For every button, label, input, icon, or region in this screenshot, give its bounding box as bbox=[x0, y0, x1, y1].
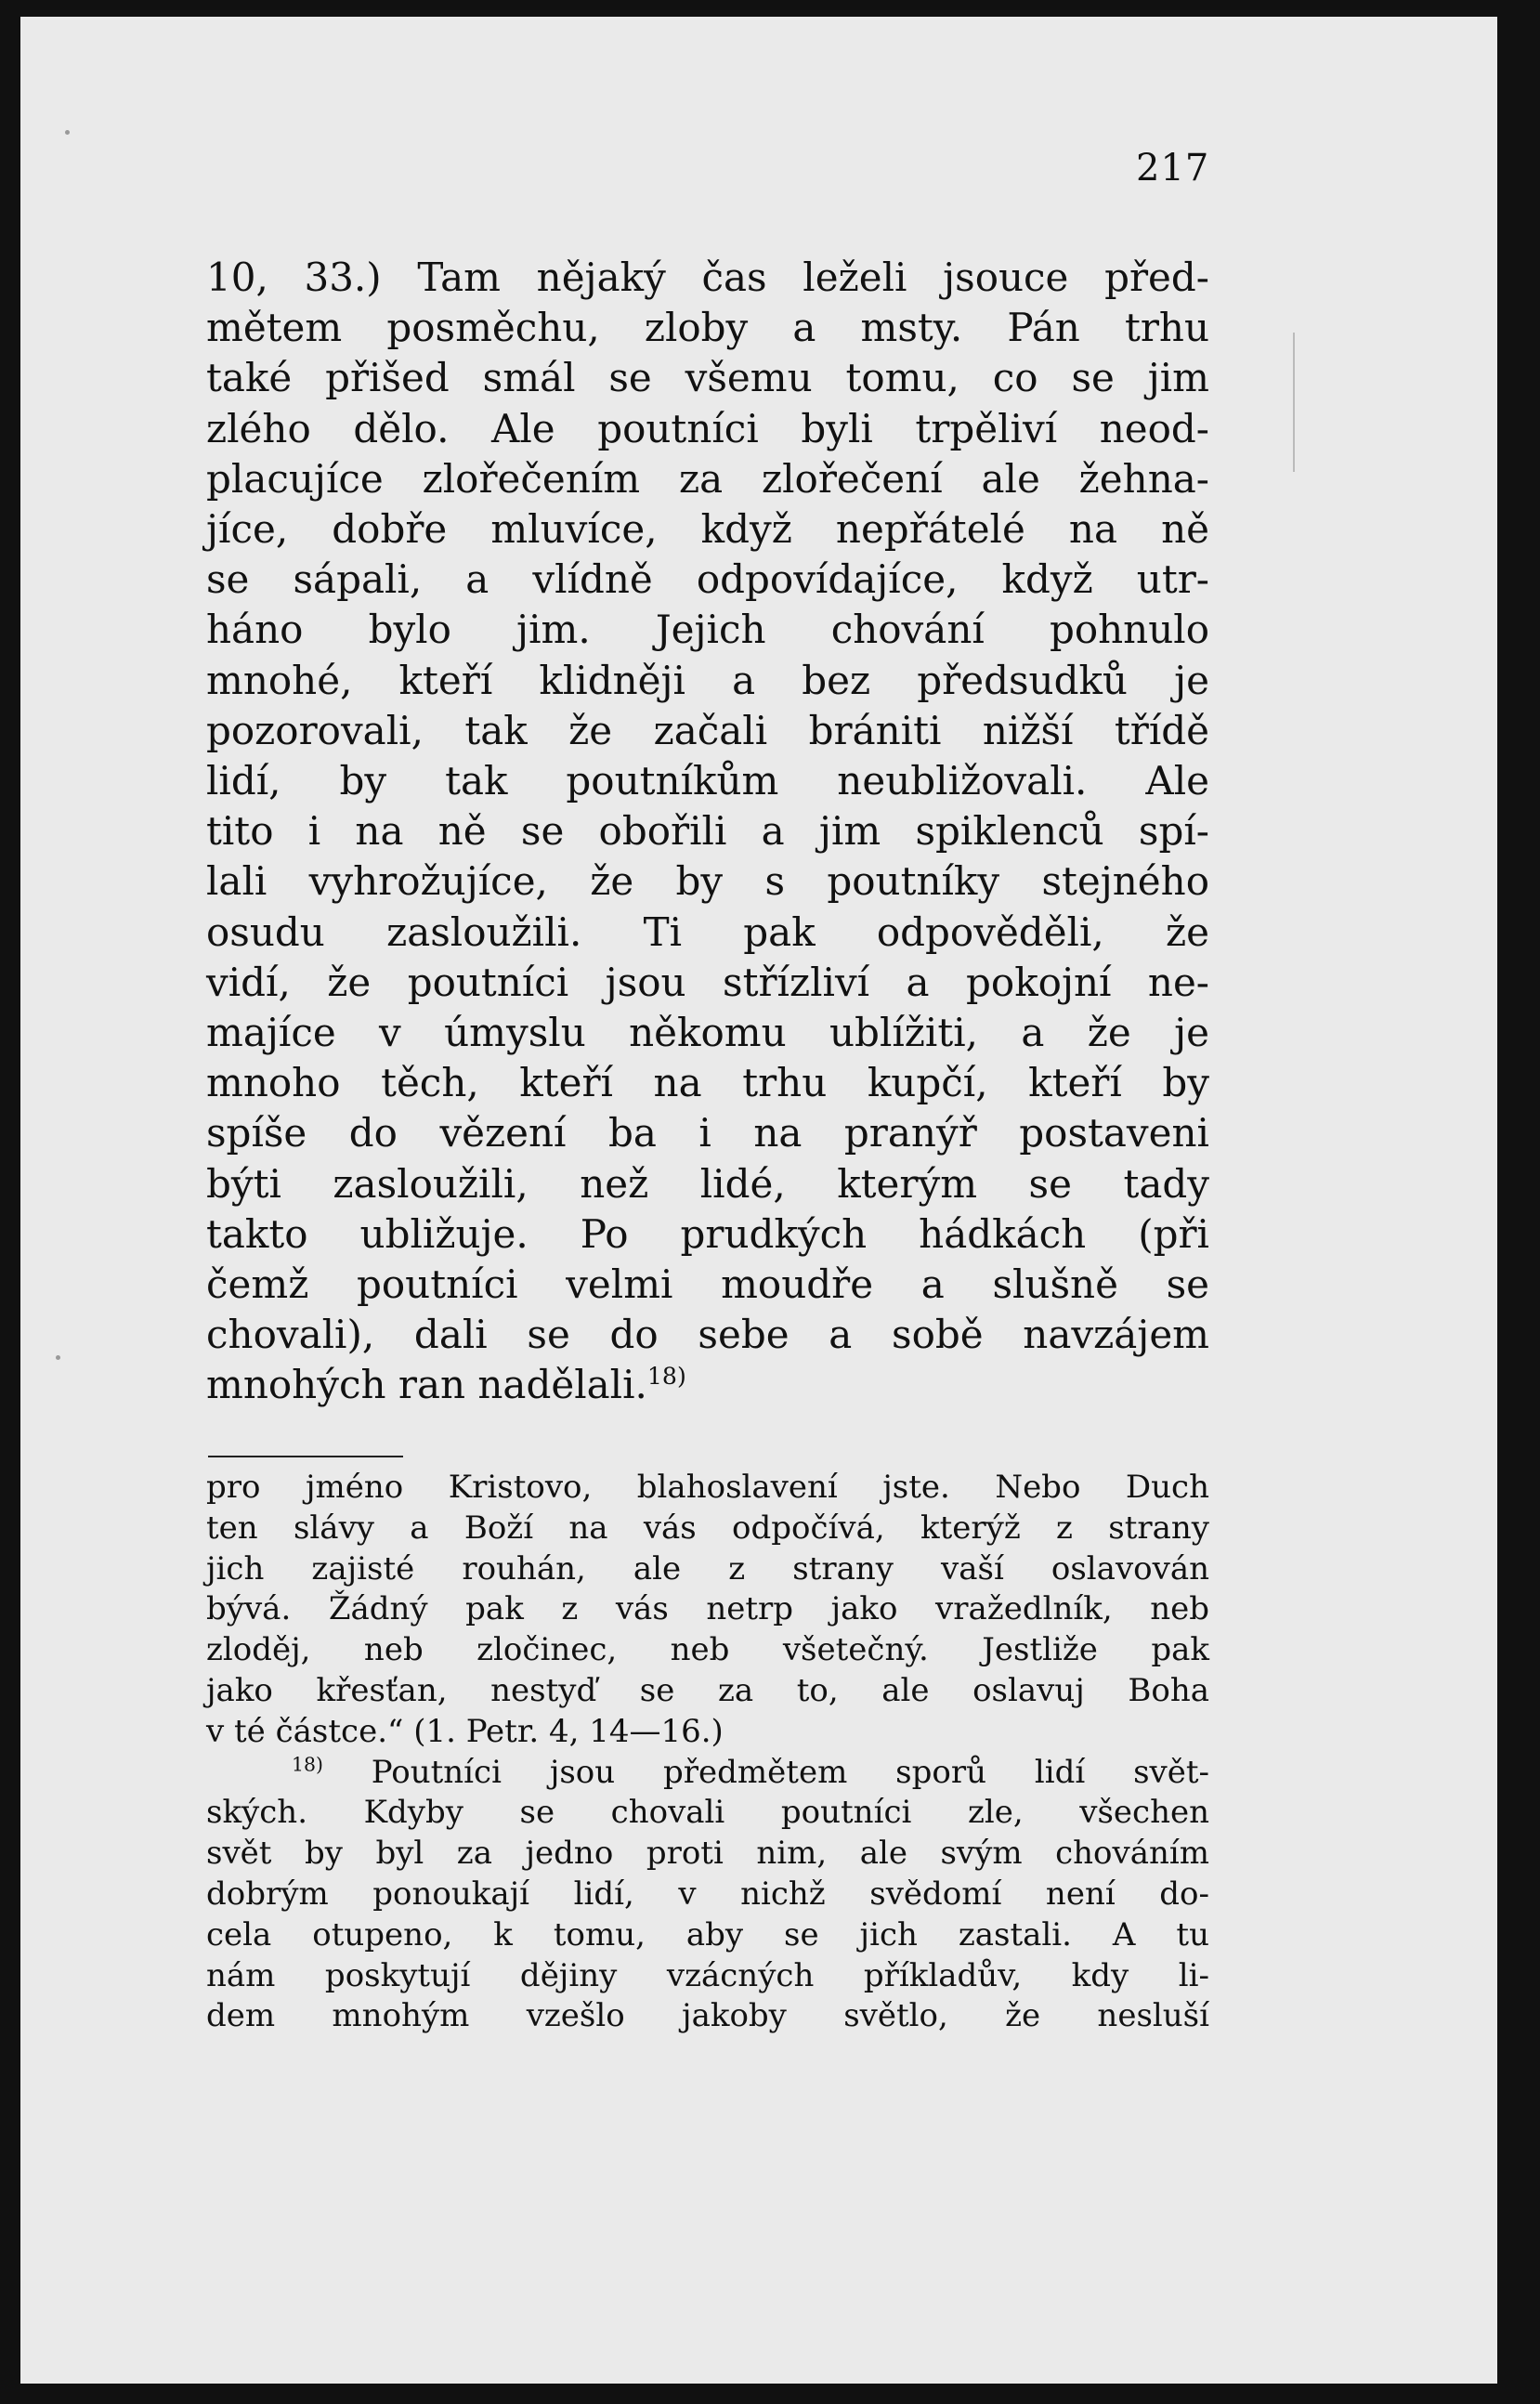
text-line: lidí, by tak poutníkům neubližovali. Ale bbox=[206, 758, 1209, 804]
footnote-line: dem mnohým vzešlo jakoby světlo, že nesluší bbox=[206, 1997, 1209, 2035]
text-line: tito i na ně se obořili a jim spiklenců spí- bbox=[206, 808, 1209, 855]
text-line: háno bylo jim. Jejich chování pohnulo bbox=[206, 607, 1209, 653]
text-line-last bbox=[206, 1360, 1209, 1410]
text-line: mnoho těch, kteří na trhu kupčí, kteří by bbox=[206, 1060, 1209, 1106]
footnote-reference: 18) bbox=[646, 1363, 686, 1391]
footnote-line: nám poskytují dějiny vzácných příkladův, kdy li- bbox=[206, 1956, 1209, 1994]
text-line: jíce, dobře mluvíce, když nepřátelé na ně bbox=[206, 506, 1209, 553]
footnote-line: svět by byl za jedno proti nim, ale svým chováním bbox=[206, 1835, 1209, 1873]
text-line: čemž poutníci velmi moudře a slušně se bbox=[206, 1261, 1209, 1308]
footnote-line: cela otupeno, k tomu, aby se jich zastali. A tu bbox=[206, 1915, 1209, 1953]
scan-speck bbox=[65, 130, 70, 135]
footnote-line: ských. Kdyby se chovali poutníci zle, všechen bbox=[206, 1794, 1209, 1832]
footnote-line-content: Poutníci jsou předmětem sporů lidí svět- bbox=[322, 1753, 1209, 1791]
footnote-line: jich zajisté rouhán, ale z strany vaší oslavován bbox=[206, 1549, 1209, 1587]
text-line: také přišed smál se všemu tomu, co se jim bbox=[206, 355, 1209, 401]
text-line: vidí, že poutníci jsou střízliví a pokojní ne- bbox=[206, 959, 1209, 1005]
footnote-line: dobrým ponoukají lidí, v nichž svědomí není do- bbox=[206, 1875, 1209, 1913]
text-line: takto ubližuje. Po prudkých hádkách (při bbox=[206, 1210, 1209, 1257]
footnote-separator bbox=[208, 1456, 403, 1457]
text-line: lali vyhrožujíce, že by s poutníky stejného bbox=[206, 858, 1209, 905]
footnote-line: zloděj, neb zločinec, neb všetečný. Jestliže pak bbox=[206, 1631, 1209, 1669]
text-line: chovali), dali se do sebe a sobě navzájem bbox=[206, 1312, 1209, 1358]
scan-edge-mark bbox=[1293, 333, 1295, 472]
scan-speck bbox=[56, 1355, 60, 1360]
text-line: majíce v úmyslu někomu ublížiti, a že je bbox=[206, 1010, 1209, 1056]
footnote-18-first-line bbox=[206, 1753, 1209, 1794]
main-paragraph bbox=[206, 253, 1209, 1411]
text-line: býti zasloužili, než lidé, kterým se tady bbox=[206, 1160, 1209, 1207]
footnote-line: jako křesťan, nestyď se za to, ale oslavuj Boha bbox=[206, 1671, 1209, 1709]
text-line: se sápali, a vlídně odpovídajíce, když utr- bbox=[206, 556, 1209, 603]
text-line: 10, 33.) Tam nějaký čas leželi jsouce před- bbox=[206, 255, 1209, 300]
text-line: osudu zasloužili. Ti pak odpověděli, že bbox=[206, 908, 1209, 955]
text-line: zlého dělo. Ale poutníci byli trpěliví neod- bbox=[206, 405, 1209, 451]
footnote-18-marker: 18) bbox=[292, 1753, 323, 1776]
text-line: placujíce zlořečením za zlořečení ale žehna- bbox=[206, 455, 1209, 502]
footnote-line: v té částce.“ (1. Petr. 4, 14—16.) bbox=[206, 1712, 724, 1750]
footnote-line: bývá. Žádný pak z vás netrp jako vražedlník, neb bbox=[206, 1590, 1209, 1628]
text-line-content: mnohých ran nadělali. bbox=[206, 1362, 647, 1408]
text-line: spíše do vězení ba i na pranýř postaveni bbox=[206, 1110, 1209, 1156]
page-number: 217 bbox=[1136, 147, 1210, 189]
text-line: mnohé, kteří klidněji a bez předsudků je bbox=[206, 657, 1209, 703]
footnote-line: pro jméno Kristovo, blahoslavení jste. Nebo Duch bbox=[206, 1469, 1209, 1506]
text-line: mětem posměchu, zloby a msty. Pán trhu bbox=[206, 305, 1209, 351]
footnotes bbox=[206, 1468, 1209, 2037]
text-line: pozorovali, tak že začali brániti nižší třídě bbox=[206, 707, 1209, 753]
footnote-line: ten slávy a Boží na vás odpočívá, kterýž z strany bbox=[206, 1509, 1209, 1547]
